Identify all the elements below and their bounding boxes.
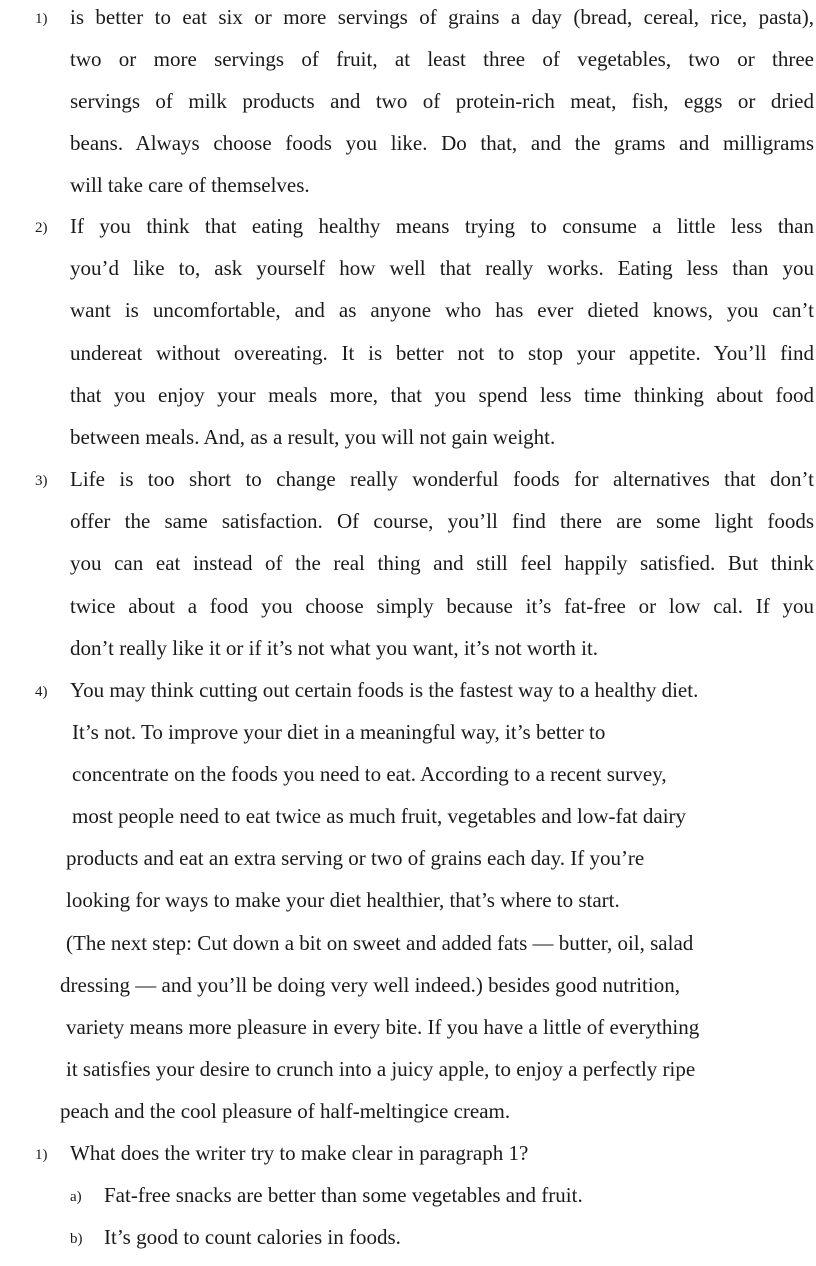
paragraph-line: don’t really like it or if it’s not what you want, it’s not worth it. [70, 636, 599, 660]
paragraph-line: most people need to eat twice as much fruit, vegetables and low-fat dairy [72, 804, 687, 828]
option-a-text[interactable]: Fat-free snacks are better than some vegetables and fruit. [104, 1183, 583, 1207]
paragraph-number: 4) [35, 684, 48, 700]
paragraph-line: want is uncomfortable, and as anyone who has ever dieted knows, you can’t [70, 298, 814, 322]
question-number: 1) [35, 1147, 48, 1163]
paragraph-line: undereat without overeating. It is better not to stop your appetite. You’ll find [70, 341, 814, 365]
paragraph-line: between meals. And, as a result, you will not gain weight. [70, 425, 556, 449]
paragraph-line: two or more servings of fruit, at least three of vegetables, two or three [70, 47, 814, 71]
paragraph-line: it satisfies your desire to crunch into a juicy apple, to enjoy a perfectly ripe [66, 1057, 696, 1081]
paragraph-line: dressing — and you’ll be doing very well indeed.) besides good nutrition, [60, 973, 680, 997]
question-text: What does the writer try to make clear in paragraph 1? [70, 1141, 529, 1165]
paragraph-line: twice about a food you choose simply because it’s fat-free or low cal. If you [70, 594, 814, 618]
paragraph-line: If you think that eating healthy means trying to consume a little less than [70, 214, 814, 238]
paragraph-line: servings of milk products and two of protein-rich meat, fish, eggs or dried [70, 89, 814, 113]
paragraph-line: peach and the cool pleasure of half-meltingice cream. [60, 1099, 511, 1123]
paragraph-line: you’d like to, ask yourself how well that really works. Eating less than you [70, 256, 814, 280]
paragraph-line: you can eat instead of the real thing and still feel happily satisfied. But think [70, 551, 814, 575]
paragraph-line: beans. Always choose foods you like. Do that, and the grams and milligrams [70, 131, 814, 155]
paragraph-line: looking for ways to make your diet healthier, that’s where to start. [66, 888, 620, 912]
paragraph-number: 1) [35, 11, 48, 27]
paragraph-line: products and eat an extra serving or two of grains each day. If you’re [66, 846, 645, 870]
paragraph-line: (The next step: Cut down a bit on sweet and added fats — butter, oil, salad [66, 931, 694, 955]
paragraph-line: concentrate on the foods you need to eat. According to a recent survey, [72, 762, 667, 786]
paragraph-line: It’s not. To improve your diet in a meaningful way, it’s better to [72, 720, 606, 744]
option-letter: b) [70, 1231, 83, 1247]
paragraph-line: offer the same satisfaction. Of course, you’ll find there are some light foods [70, 509, 814, 533]
paragraph-line: You may think cutting out certain foods is the fastest way to a healthy diet. [70, 678, 699, 702]
option-letter: a) [70, 1189, 82, 1205]
paragraph-number: 3) [35, 473, 48, 489]
paragraph-line: variety means more pleasure in every bite. If you have a little of everything [66, 1015, 700, 1039]
paragraph-number: 2) [35, 220, 48, 236]
paragraph-line: that you enjoy your meals more, that you spend less time thinking about food [70, 383, 814, 407]
paragraph-line: will take care of themselves. [70, 173, 310, 197]
paragraph-line: is better to eat six or more servings of grains a day (bread, cereal, rice, pasta), [70, 5, 814, 29]
paragraph-line: Life is too short to change really wonderful foods for alternatives that don’t [70, 467, 814, 491]
option-b-text[interactable]: It’s good to count calories in foods. [104, 1225, 401, 1249]
